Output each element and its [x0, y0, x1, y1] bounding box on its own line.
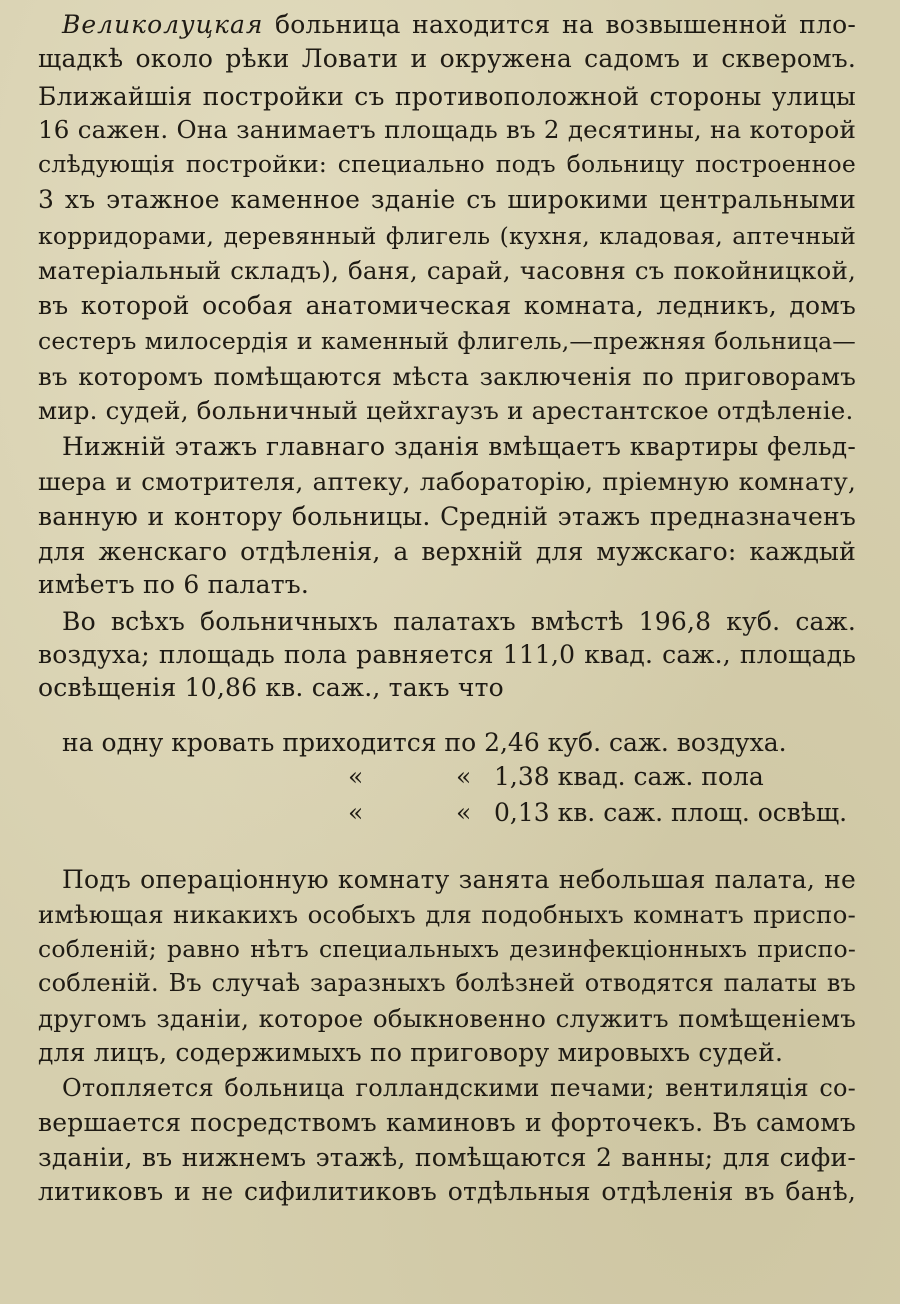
- paragraph4-line-2: имѣющая никакихъ особыхъ для подобныхъ комнатъ приспо-: [38, 900, 856, 929]
- paragraph4-line-5: другомъ зданіи, которое обыкновенно служитъ помѣщеніемъ: [38, 1004, 856, 1033]
- paragraph4-line-3: собленій; равно нѣтъ специальныхъ дезинфекціонныхъ приспо-: [38, 935, 856, 963]
- paragraph1-line-5: слѣдующія постройки: специально подъ больницу построенное: [38, 150, 856, 178]
- paragraph2-line-3: ванную и контору больницы. Средній этажъ предназначенъ: [38, 502, 856, 531]
- paragraph2-line-2: шера и смотрителя, аптеку, лабораторію, пріемную комнату,: [38, 467, 856, 496]
- paragraph3-line-2: воздуха; площадь пола равняется 111,0 квад. саж., площадь: [38, 640, 856, 669]
- paragraph1-line-6: 3 хъ этажное каменное зданіе съ широкими центральными: [38, 185, 856, 214]
- paragraph1-line-1-text: больница находится на возвышенной пло-: [275, 10, 856, 39]
- hospital-name: Великолуцкая: [62, 10, 264, 39]
- paragraph5-line-4: литиковъ и не сифилитиковъ отдѣльныя отдѣленія въ банѣ,: [38, 1177, 856, 1206]
- paragraph1-line-11: въ которомъ помѣщаются мѣста заключенія по приговорамъ: [38, 362, 856, 391]
- paragraph2-line-5: имѣетъ по 6 палатъ.: [38, 570, 310, 599]
- ditto-mark: «: [348, 798, 364, 827]
- stat-row-air: на одну кровать приходится по 2,46 куб. саж. воздуха.: [62, 728, 787, 757]
- paragraph4-line-6: для лицъ, содержимыхъ по приговору мировыхъ судей.: [38, 1038, 784, 1067]
- paragraph1-line-9: въ которой особая анатомическая комната, ледникъ, домъ: [38, 291, 856, 320]
- paragraph1-line-4: 16 сажен. Она занимаетъ площадь въ 2 десятины, на которой: [38, 115, 856, 144]
- paragraph4-line-4: собленій. Въ случаѣ заразныхъ болѣзней отводятся палаты въ: [38, 969, 856, 997]
- stat-row-light: 0,13 кв. саж. площ. освѣщ.: [494, 798, 848, 827]
- paragraph3-line-1: Во всѣхъ больничныхъ палатахъ вмѣстѣ 196,8 куб. саж.: [62, 607, 856, 636]
- paragraph2-line-4: для женскаго отдѣленія, а верхній для мужскаго: каждый: [38, 537, 856, 566]
- paragraph1-line-1: [62, 8, 856, 42]
- ditto-mark: «: [348, 762, 364, 791]
- paragraph1-line-10: сестеръ милосердія и каменный флигель,—прежняя больница—: [38, 327, 856, 355]
- ditto-mark: «: [456, 798, 472, 827]
- paragraph5-line-2: вершается посредствомъ каминовъ и форточекъ. Въ самомъ: [38, 1108, 856, 1137]
- paragraph1-line-8: матеріальный складъ), баня, сарай, часовня съ покойницкой,: [38, 256, 856, 285]
- paragraph4-line-1: Подъ операціонную комнату занята небольшая палата, не: [62, 865, 856, 894]
- stat-row-floor: 1,38 квад. саж. пола: [494, 762, 764, 791]
- paragraph3-line-3: освѣщенія 10,86 кв. саж., такъ что: [38, 673, 504, 702]
- paragraph5-line-3: зданіи, въ нижнемъ этажѣ, помѣщаются 2 ванны; для сифи-: [38, 1143, 856, 1172]
- paragraph1-line-2: щадкѣ около рѣки Ловати и окружена садомъ и скверомъ.: [38, 44, 856, 73]
- paragraph1-line-7: корридорами, деревянный флигель (кухня, кладовая, аптечный: [38, 222, 856, 250]
- ditto-mark: «: [456, 762, 472, 791]
- paragraph1-line-3: Ближайшія постройки съ противоположной стороны улицы: [38, 82, 856, 111]
- paragraph5-line-1: Отопляется больница голландскими печами; вентиляція со-: [62, 1074, 856, 1102]
- paragraph2-line-1: Нижній этажъ главнаго зданія вмѣщаетъ квартиры фельд-: [62, 432, 856, 461]
- paragraph1-line-12: мир. судей, больничный цейхгаузъ и арестантское отдѣленіе.: [38, 396, 854, 425]
